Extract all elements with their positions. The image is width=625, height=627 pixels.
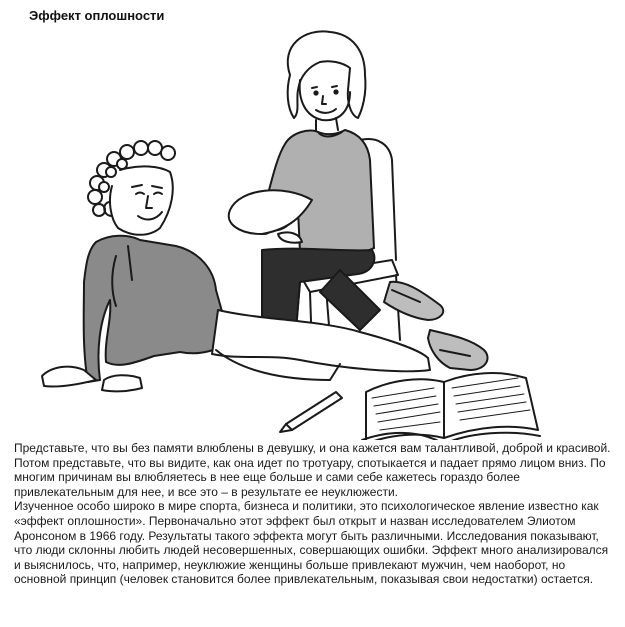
article-paragraph: Представьте, что вы без памяти влюблены в девушку, и она кажется вам талантливой, доброй и красивой. Потом представьте, что вы видите, как она идет по тротуару, спотыкается и падает прямо лицом вниз. По многим причинам вы влюбляетесь в нее еще больше и сами себе кажетесь гораздо более привлекательным для нее, и все это – в результате ее неуклюжести.	[14, 441, 611, 499]
open-book-icon	[362, 373, 540, 440]
pencil-icon	[280, 392, 342, 432]
cartoon-illustration	[0, 20, 625, 440]
page-title: Эффект оплошности	[29, 8, 165, 23]
article-paragraph: Изученное особо широко в мире спорта, бизнеса и политики, это психологическое явление известно как «эффект оплошности». Первоначально этот эффект был открыт и назван исследователем Элиотом Аронсоном в 1966 году. Результаты такого эффекта могут быть различными. Исследования показывают, что люди склонны любить людей несовершенных, совершающих ошибки. Эффект много анализировался и выяснилось, что, например, неуклюжие женщины больше привлекают мужчин, чем наоборот, но основной принцип (человек становится более привлекательным, показывая свои недостатки) остается.	[14, 499, 609, 587]
article-body	[14, 441, 618, 587]
